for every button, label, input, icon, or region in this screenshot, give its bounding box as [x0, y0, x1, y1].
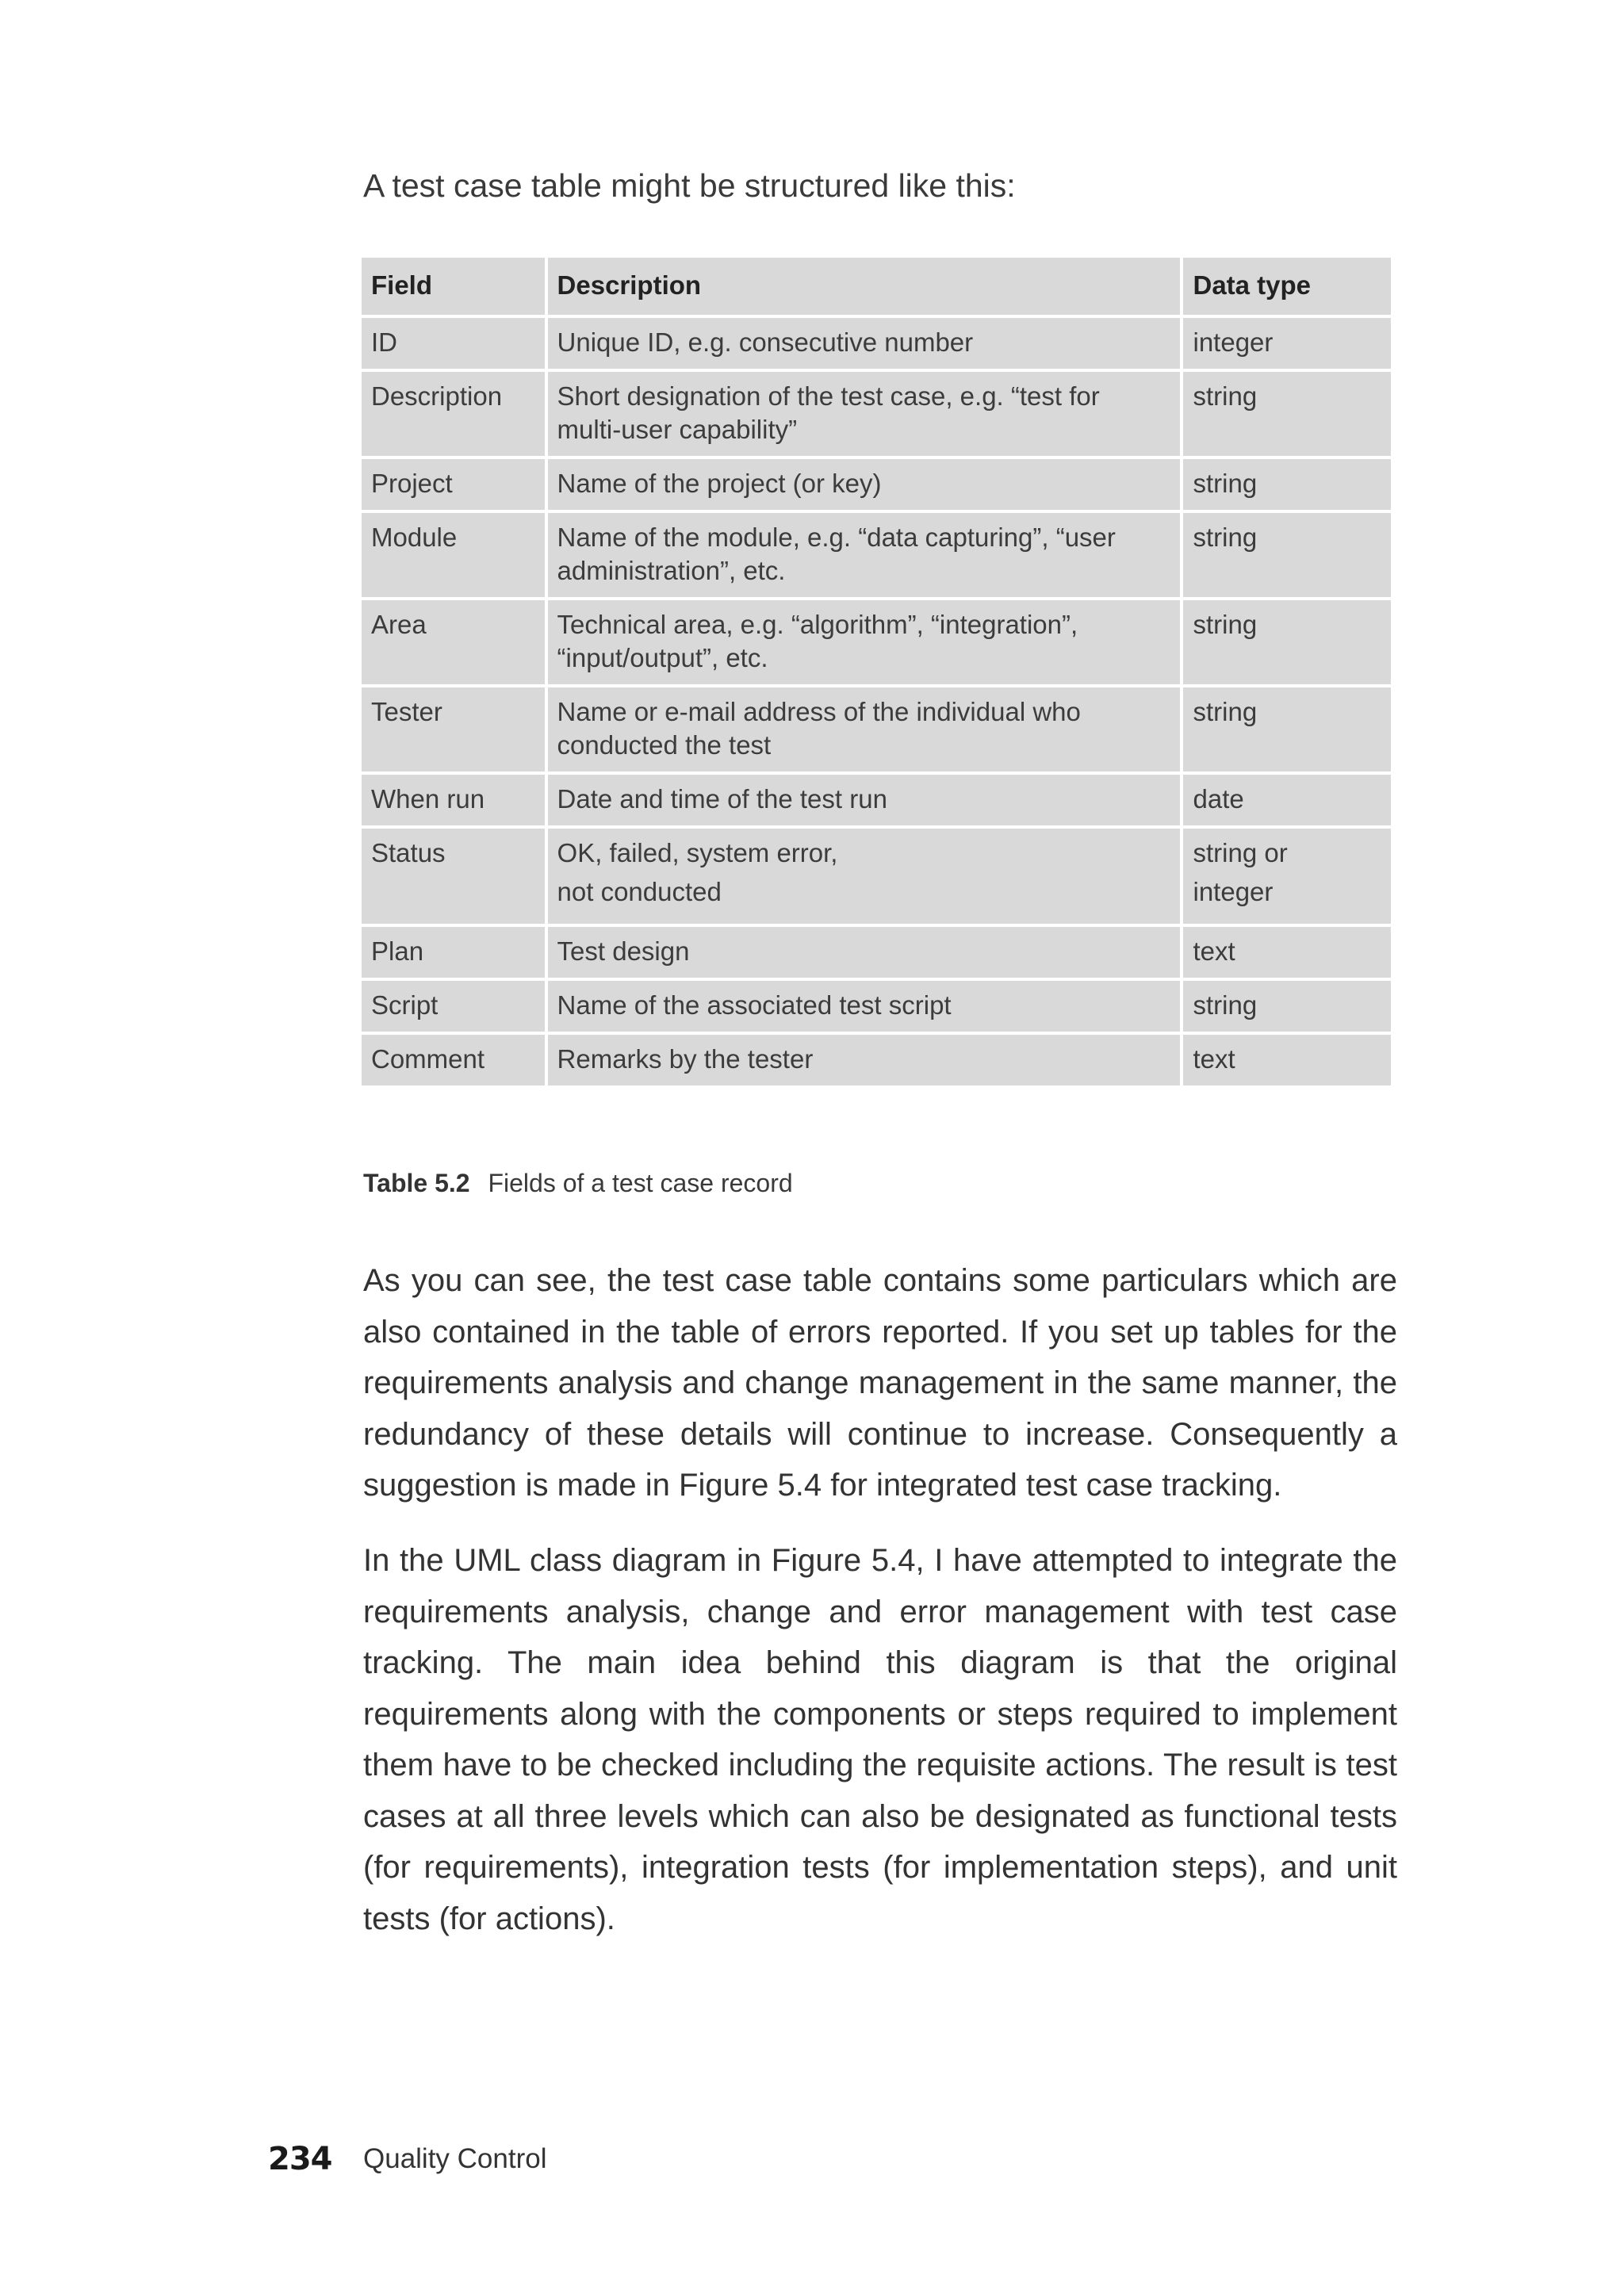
description-cell: Name of the associated test script — [548, 981, 1181, 1032]
table-header-row — [362, 258, 1391, 315]
data-type-cell: string — [1183, 459, 1391, 510]
column-header-data-type: Data type — [1183, 258, 1391, 315]
field-cell: Status — [362, 829, 545, 924]
column-header-description: Description — [548, 258, 1181, 315]
data-type-cell: string — [1183, 600, 1391, 684]
data-type-cell: string — [1183, 981, 1391, 1032]
field-cell: Comment — [362, 1035, 545, 1085]
field-cell: Tester — [362, 687, 545, 772]
description-cell: Remarks by the tester — [548, 1035, 1181, 1085]
data-type-cell: string — [1183, 687, 1391, 772]
table-row — [362, 775, 1391, 825]
field-cell: ID — [362, 318, 545, 369]
data-type-line: integer — [1193, 877, 1274, 906]
description-cell — [548, 829, 1181, 924]
table-row — [362, 318, 1391, 369]
field-cell: When run — [362, 775, 545, 825]
data-type-cell: string — [1183, 372, 1391, 456]
description-line: OK, failed, system error, — [557, 838, 838, 867]
table-row — [362, 829, 1391, 924]
body-paragraph: In the UML class diagram in Figure 5.4, I have attempted to integrate the requirements analysis, change and error management with test case tracking. The main idea behind this diagram is that the original requirements along with the components or steps required to implement them have to be checked including the requisite actions. The result is test cases at all three levels which can also be designated as functional tests (for requirements), integration tests (for implementation steps), and unit tests (for actions). — [363, 1543, 1397, 1936]
table-row — [362, 372, 1391, 456]
table-row — [362, 459, 1391, 510]
test-case-fields-table — [358, 255, 1394, 1089]
description-cell: Unique ID, e.g. consecutive number — [548, 318, 1181, 369]
table-row — [362, 600, 1391, 684]
description-cell: Name or e-mail address of the individual who conducted the test — [548, 687, 1181, 772]
field-cell: Description — [362, 372, 545, 456]
data-type-cell: text — [1183, 927, 1391, 978]
description-line: not conducted — [557, 877, 722, 906]
field-cell: Script — [362, 981, 545, 1032]
body-paragraph: As you can see, the test case table contains some particulars which are also contained in the table of errors reported. If you set up tables for the requirements analysis and change management in the same manner, the redundancy of these details will continue to increase. Consequently a suggestion is made in Figure 5.4 for integrated test case tracking. — [363, 1263, 1397, 1503]
table-row — [362, 687, 1391, 772]
field-cell: Module — [362, 513, 545, 597]
description-cell: Short designation of the test case, e.g. “test for multi-user capability” — [548, 372, 1181, 456]
intro-text: A test case table might be structured like this: — [363, 167, 1016, 204]
description-cell: Date and time of the test run — [548, 775, 1181, 825]
caption-text: Fields of a test case record — [488, 1169, 793, 1197]
data-type-line: string or — [1193, 838, 1288, 867]
description-cell: Test design — [548, 927, 1181, 978]
page-number: 234 — [268, 2141, 332, 2177]
field-cell: Project — [362, 459, 545, 510]
table-row — [362, 927, 1391, 978]
data-type-cell: integer — [1183, 318, 1391, 369]
data-type-cell: date — [1183, 775, 1391, 825]
data-type-cell: string — [1183, 513, 1391, 597]
description-cell: Technical area, e.g. “algorithm”, “integration”, “input/output”, etc. — [548, 600, 1181, 684]
column-header-field: Field — [362, 258, 545, 315]
data-type-cell: text — [1183, 1035, 1391, 1085]
table-row — [362, 981, 1391, 1032]
running-footer-chapter: Quality Control — [363, 2143, 547, 2174]
table-row — [362, 513, 1391, 597]
description-cell: Name of the project (or key) — [548, 459, 1181, 510]
table-row — [362, 1035, 1391, 1085]
field-cell: Plan — [362, 927, 545, 978]
caption-label: Table 5.2 — [363, 1169, 470, 1197]
description-cell: Name of the module, e.g. “data capturing”, “user administration”, etc. — [548, 513, 1181, 597]
field-cell: Area — [362, 600, 545, 684]
data-type-cell — [1183, 829, 1391, 924]
table-caption — [363, 1169, 793, 1198]
